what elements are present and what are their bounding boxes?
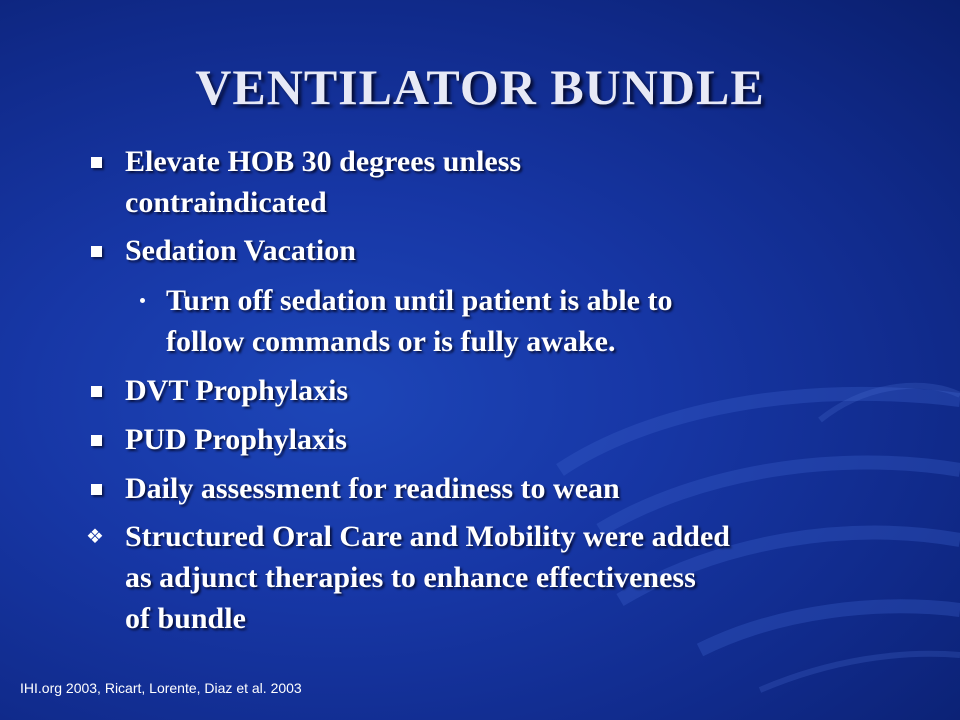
bullet-line: Turn off sedation until patient is able to	[166, 284, 673, 317]
bullet-item-pud	[125, 419, 347, 460]
bullet-line: Daily assessment for readiness to wean	[125, 472, 620, 505]
diamond-bullet-icon: ❖	[86, 524, 104, 548]
bullet-item-sedation-vacation	[125, 230, 356, 271]
bullet-line: contraindicated	[125, 186, 327, 219]
dot-bullet-icon	[140, 298, 145, 303]
square-bullet-icon	[91, 484, 102, 495]
sub-bullet-item-sedation	[166, 280, 672, 362]
bullet-item-oral-care	[125, 516, 730, 639]
square-bullet-icon	[91, 157, 102, 168]
bullet-line: follow commands or is fully awake.	[166, 325, 616, 358]
square-bullet-icon	[91, 435, 102, 446]
square-bullet-icon	[91, 246, 102, 257]
bullet-line: DVT Prophylaxis	[125, 374, 349, 407]
bullet-item-dvt	[125, 370, 348, 411]
bullet-line: of bundle	[125, 602, 246, 635]
bullet-line: Elevate HOB 30 degrees unless	[125, 145, 522, 178]
bullet-line: as adjunct therapies to enhance effectiveness	[125, 561, 696, 594]
bullet-item-daily-assessment	[125, 468, 620, 509]
bullet-line: PUD Prophylaxis	[125, 423, 347, 456]
citation-footer: IHI.org 2003, Ricart, Lorente, Diaz et al. 2003	[20, 680, 302, 696]
bullet-item-hob	[125, 141, 521, 223]
slide-title: VENTILATOR BUNDLE	[195, 59, 765, 115]
bullet-line: Structured Oral Care and Mobility were added	[125, 520, 730, 553]
square-bullet-icon	[91, 386, 102, 397]
bullet-line: Sedation Vacation	[125, 234, 356, 267]
